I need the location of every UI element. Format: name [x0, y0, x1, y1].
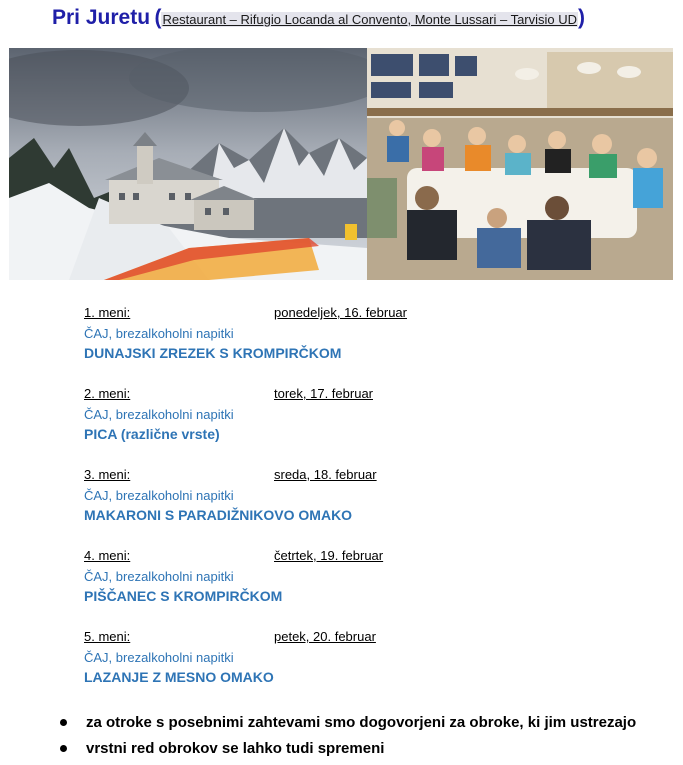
menu-block-2 — [84, 386, 644, 444]
note-text: vrstni red obrokov se lahko tudi spremeni — [86, 740, 385, 757]
page-title — [52, 6, 585, 36]
menu-dish: MAKARONI S PARADIŽNIKOVO OMAKO — [84, 507, 353, 523]
restaurant-subtitle-link[interactable]: Restaurant – Rifugio Locanda al Convento, Monte Lussari – Tarvisio UD — [162, 12, 578, 27]
menu-date: sreda, 18. februar — [274, 467, 377, 482]
dining-room-photo — [367, 48, 673, 280]
menu-dish: DUNAJSKI ZREZEK S KROMPIRČKOM — [84, 345, 342, 361]
menu-label: 5. meni: — [84, 629, 131, 644]
note-text: za otroke s posebnimi zahtevami smo dogovorjeni za obroke, ki jim ustrezajo — [86, 714, 637, 731]
paren-close: ) — [578, 6, 586, 29]
restaurant-name: Pri Juretu — [52, 6, 151, 29]
paren-open: ( — [154, 6, 162, 29]
menu-label: 1. meni: — [84, 305, 131, 320]
menu-block-1 — [84, 305, 644, 363]
menu-drinks: ČAJ, brezalkoholni napitki — [84, 407, 234, 422]
mountain-village-photo — [9, 48, 367, 280]
photo-strip — [9, 48, 673, 280]
menu-label: 3. meni: — [84, 467, 131, 482]
menu-drinks: ČAJ, brezalkoholni napitki — [84, 488, 234, 503]
menu-drinks: ČAJ, brezalkoholni napitki — [84, 326, 234, 341]
menu-date: torek, 17. februar — [274, 386, 373, 401]
menu-label: 2. meni: — [84, 386, 131, 401]
menu-label: 4. meni: — [84, 548, 131, 563]
menu-block-4 — [84, 548, 644, 606]
menu-dish: PIŠČANEC S KROMPIRČKOM — [84, 588, 283, 604]
menu-date: ponedeljek, 16. februar — [274, 305, 407, 320]
bullet-icon — [60, 745, 67, 752]
menu-dish: LAZANJE Z MESNO OMAKO — [84, 669, 274, 685]
menu-date: četrtek, 19. februar — [274, 548, 384, 563]
menu-drinks: ČAJ, brezalkoholni napitki — [84, 650, 234, 665]
menu-date: petek, 20. februar — [274, 629, 376, 644]
menu-block-3 — [84, 467, 644, 525]
menu-block-5 — [84, 629, 644, 687]
menu-drinks: ČAJ, brezalkoholni napitki — [84, 569, 234, 584]
bullet-icon — [60, 719, 67, 726]
menu-dish: PICA (različne vrste) — [84, 426, 220, 442]
